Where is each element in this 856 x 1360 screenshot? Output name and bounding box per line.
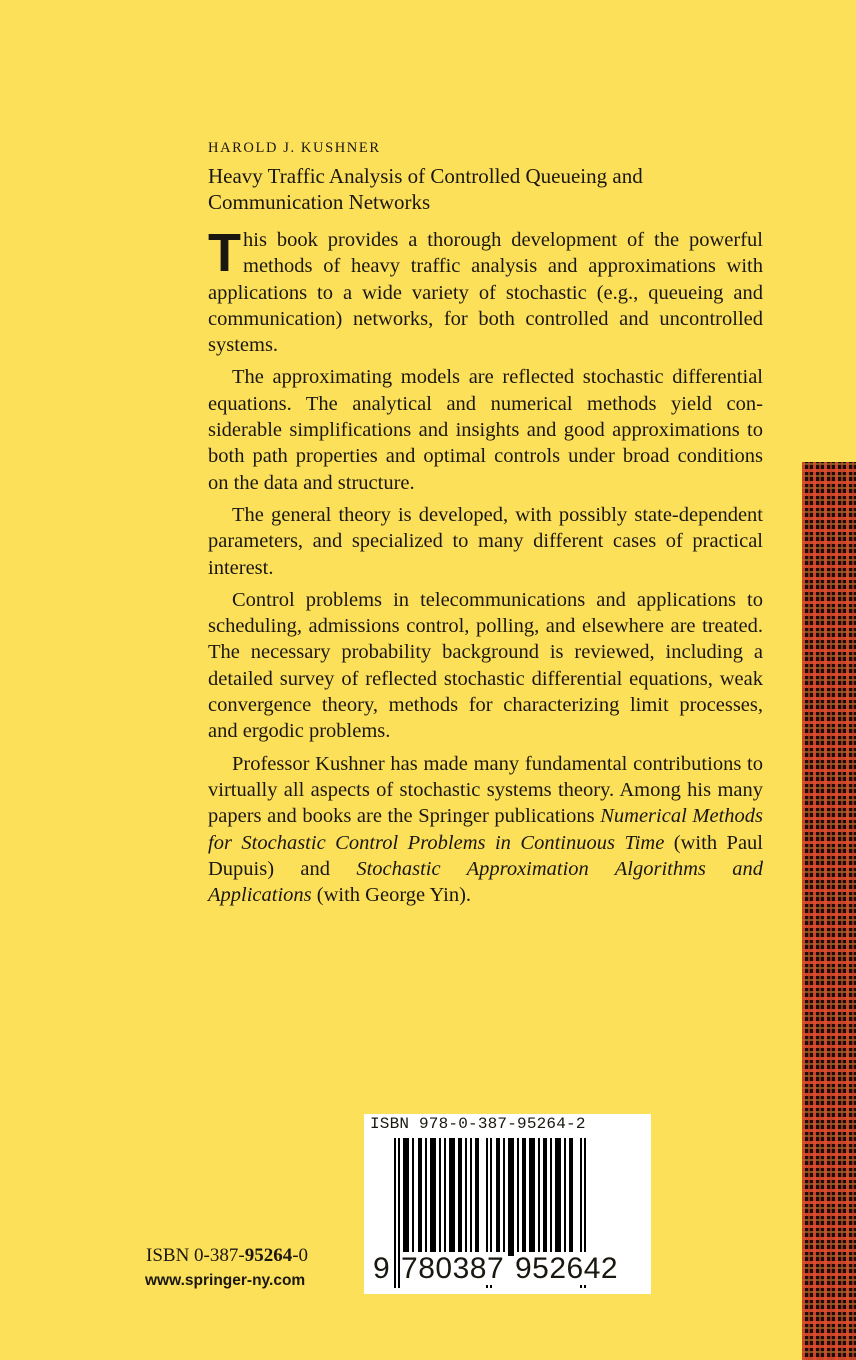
paragraph-5: Professor Kushner has made many fundamental contributions to virtually all aspects of stochastic systems theory. Among his many papers and books are the Springer publications Numerical Methods for Stochastic Control Problems in Continuous Time (with Paul Dupuis) and Stochastic Approximation Algorithms and Applications (with George Yin).: [208, 752, 764, 907]
barcode: [364, 1114, 651, 1294]
paragraph-3: The general theory is developed, with possibly state-dependent parameters, and specialized to many different cases of practical interest.: [208, 503, 763, 579]
title-line-1: Heavy Traffic Analysis of Controlled Queueing and: [208, 164, 643, 188]
publisher-website: www.springer-ny.com: [145, 1272, 306, 1289]
paragraph-2: The approximating models are reflected stochastic differential equations. The analytical and numerical methods yield considerable simplifications and insights and good approximations to both path properties and optimal controls under broad conditions on the data and structure.: [208, 366, 763, 494]
decorative-pattern-strip: [802, 462, 856, 1360]
book-ref-1: Numerical Methods for Stochastic Control Problems in Continuous Time: [208, 805, 763, 854]
author-name: HAROLD J. KUSHNER: [208, 140, 381, 156]
paragraph-1: This book provides a thorough development of the powerful methods of heavy traffic analysis and approximations with applications to a wide variety of stochastic (e.g., queueing and communication) networks, for both controlled and uncontrolled systems.: [208, 223, 763, 357]
barcode-isbn-label: ISBN 978-0-387-95264-2: [370, 1115, 586, 1133]
drop-cap: T: [208, 223, 241, 283]
back-cover-text: [208, 140, 763, 914]
book-title: [208, 163, 763, 215]
book-ref-2: Stochastic Approximation Algorithms and Applications: [208, 857, 763, 907]
isbn-10: ISBN 0-387-95264-0: [146, 1245, 309, 1266]
barcode-digits: 9 780387 952642: [373, 1252, 619, 1285]
title-line-2: Communication Networks: [208, 190, 431, 214]
paragraph-4: Control problems in telecommunications and applications to scheduling, admissions control, polling, and elsewhere are treated. The necessary probability background is reviewed, including a detailed survey of reflected stochastic differential equations, weak convergence theory, methods for characterizing limit processes, and ergodic problems.: [208, 588, 763, 743]
description: [208, 223, 764, 908]
